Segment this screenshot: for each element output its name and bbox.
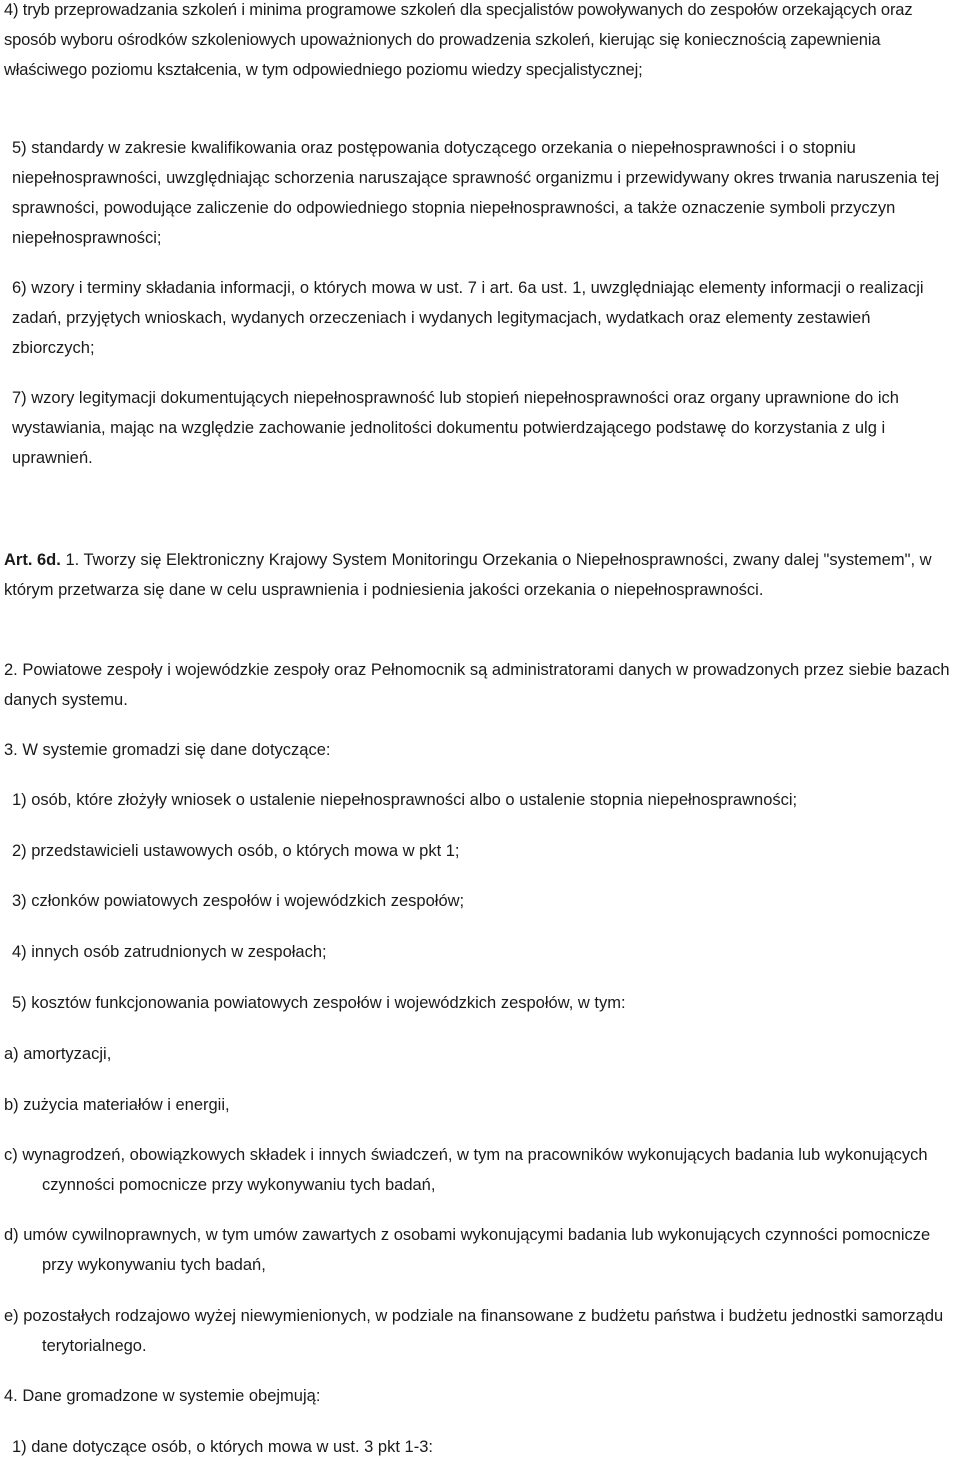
letter-item-b: b) zużycia materiałów i energii, [4, 1096, 230, 1114]
paragraph-text: Tworzy się Elektroniczny Krajowy System Monitoringu Orzekania o Niepełnosprawności, zwany dalej "systemem", w którym przetwarza się dane w celu usprawnienia i podniesienia jakości orzekania o niepełnosprawności. [4, 551, 932, 599]
article-paragraph-3: 3. W systemie gromadzi się dane dotyczące: [4, 741, 331, 759]
list-item: 1) osób, które złożyły wniosek o ustalenie niepełnosprawności albo o ustalenie stopnia niepełnosprawności; [12, 791, 798, 809]
list-item: 4) innych osób zatrudnionych w zespołach; [12, 943, 327, 961]
article-paragraph-1 [4, 545, 956, 605]
list-item-7: 7) wzory legitymacji dokumentujących niepełnosprawność lub stopień niepełnosprawności oraz organy uprawnione do ich wystawiania, mając na względzie zachowanie jednolitości dokumentu potwierdzającego podstawę do korzystania z ulg i uprawnień. [12, 389, 899, 467]
article-paragraph-2: 2. Powiatowe zespoły i wojewódzkie zespoły oraz Pełnomocnik są administratorami danych w prowadzonych przez siebie bazach danych systemu. [4, 661, 950, 709]
letter-item-e: e) pozostałych rodzajowo wyżej niewymienionych, w podziale na finansowane z budżetu państwa i budżetu jednostki samorządu terytorialnego. [4, 1307, 944, 1355]
letter-item-c: c) wynagrodzeń, obowiązkowych składek i innych świadczeń, w tym na pracowników wykonujących badania lub wykonujących czynności pomocnicze przy wykonywaniu tych badań, [4, 1146, 928, 1194]
list-item: 5) kosztów funkcjonowania powiatowych zespołów i wojewódzkich zespołów, w tym: [12, 994, 626, 1012]
list-item-4: 4) tryb przeprowadzania szkoleń i minima programowe szkoleń dla specjalistów powoływanych do zespołów orzekających oraz sposób wyboru ośrodków szkoleniowych upoważnionych do prowadzenia szkoleń, kierując się koniecznością zapewnienia właściwego poziomu kształcenia, w tym odpowiedniego poziomu wiedzy specjalistycznej; [4, 1, 913, 79]
article-label: Art. 6d. [4, 551, 61, 569]
list-item-6: 6) wzory i terminy składania informacji, o których mowa w ust. 7 i art. 6a ust. 1, uwzględniając elementy informacji o realizacji zadań, przyjętych wnioskach, wydanych orzeczeniach i wydanych legitymacjach, wydatkach oraz elementy zestawień zbiorczych; [12, 279, 924, 357]
article-paragraph-4: 4. Dane gromadzone w systemie obejmują: [4, 1387, 321, 1405]
list-item-5: 5) standardy w zakresie kwalifikowania oraz postępowania dotyczącego orzekania o niepełnosprawności i o stopniu niepełnosprawności, uwzględniając schorzenia naruszające sprawność organizmu i przewidywany okres trwania naruszenia tej sprawności, powodujące zaliczenie do odpowiedniego stopnia niepełnosprawności, a także oznaczenie symboli przyczyn niepełnosprawności; [12, 139, 940, 247]
letter-item-d: d) umów cywilnoprawnych, w tym umów zawartych z osobami wykonującymi badania lub wykonujących czynności pomocnicze przy wykonywaniu tych badań, [4, 1226, 931, 1274]
list-item: 1) dane dotyczące osób, o których mowa w ust. 3 pkt 1-3: [12, 1438, 433, 1456]
letter-item-a: a) amortyzacji, [4, 1045, 112, 1063]
paragraph-number: 1. [65, 551, 80, 569]
list-item: 2) przedstawicieli ustawowych osób, o których mowa w pkt 1; [12, 842, 460, 860]
list-item: 3) członków powiatowych zespołów i wojewódzkich zespołów; [12, 892, 465, 910]
